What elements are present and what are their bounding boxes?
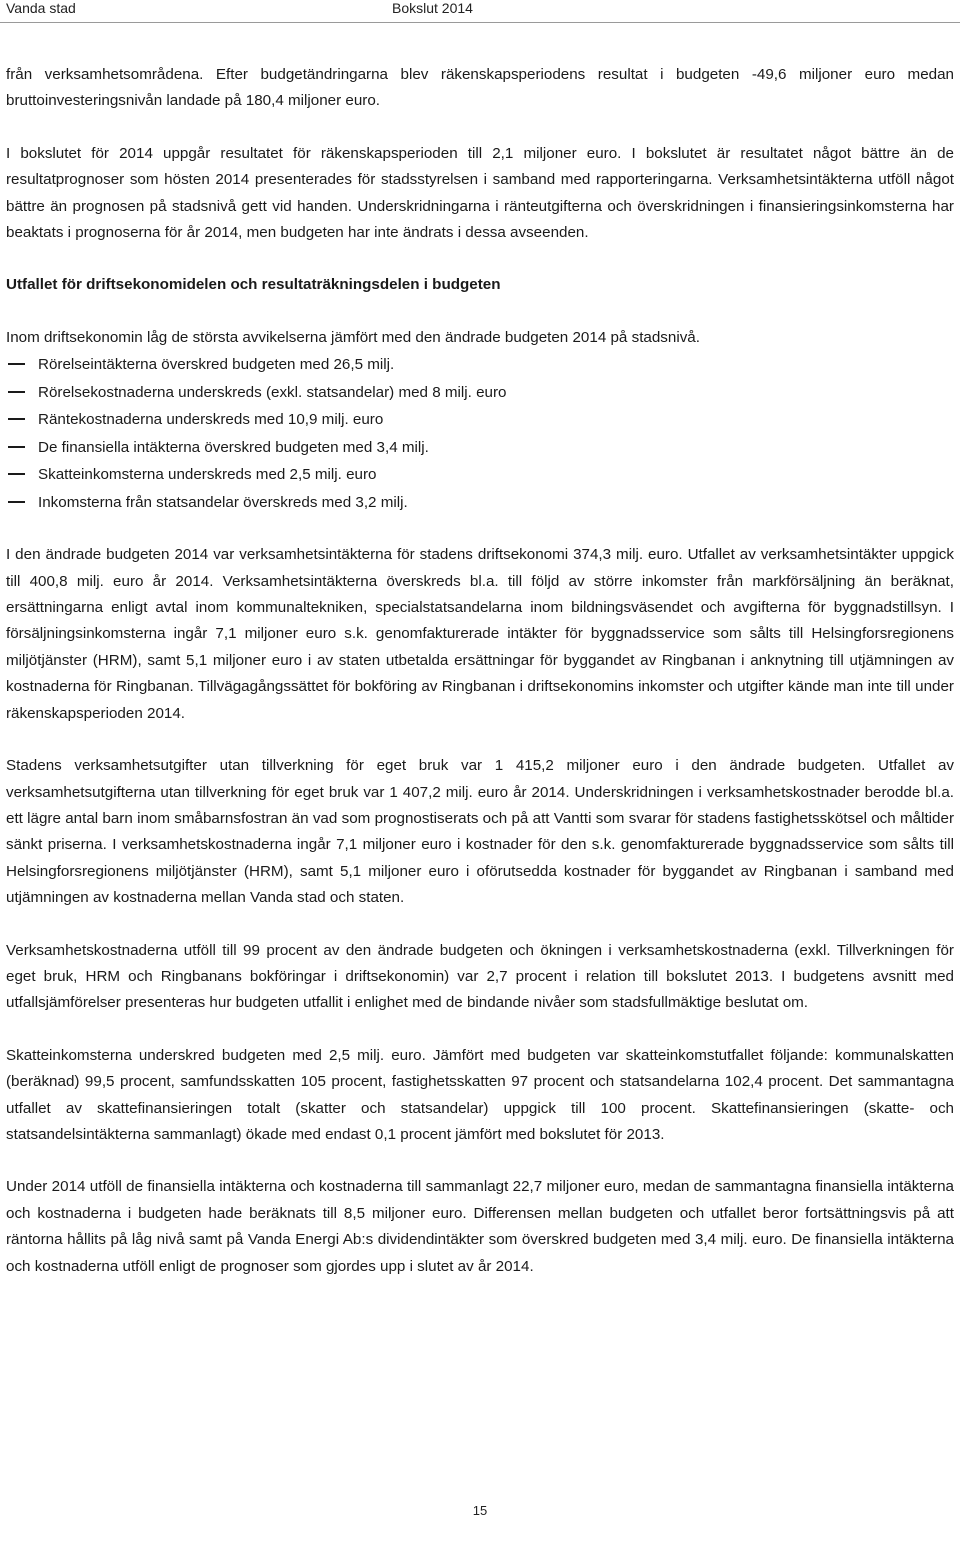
list-item: Rörelseintäkterna överskred budgeten med 26,5 milj. [6, 351, 954, 379]
dash-bullet-icon [8, 473, 25, 475]
dash-bullet-icon [8, 391, 25, 393]
section-heading: Utfallet för driftsekonomidelen och resultaträkningsdelen i budgeten [6, 276, 501, 294]
list-item: Skatteinkomsterna underskreds med 2,5 milj. euro [6, 461, 954, 489]
dash-bullet-icon [8, 501, 25, 503]
dash-bullet-icon [8, 363, 25, 365]
paragraph-5: Verksamhetskostnaderna utföll till 99 procent av den ändrade budgeten och ökningen i verksamhetskostnaderna (exkl. Tillverkningen för eget bruk, HRM och Ringbanans bokföringar i driftsekonomin) var 2,7 procent i relation till bokslutet 2013. I budgetens avsnitt med utfallsjämförelser presenteras hur budgeten utfallit i enlighet med de bindande nivåer som stadsfullmäktige beslutat om. [6, 941, 954, 1012]
page-number: 15 [472, 1503, 488, 1518]
page-header [0, 0, 960, 23]
list-item: Räntekostnaderna underskreds med 10,9 milj. euro [6, 406, 954, 434]
list-item: Inkomsterna från statsandelar överskreds med 3,2 milj. [6, 489, 954, 517]
paragraph-1: från verksamhetsområdena. Efter budgetändringarna blev räkenskapsperiodens resultat i budgeten -49,6 miljoner euro medan bruttoinvesteringsnivån landade på 180,4 miljoner euro. [6, 66, 954, 110]
list-item: Rörelsekostnaderna underskreds (exkl. statsandelar) med 8 milj. euro [6, 379, 954, 407]
dash-bullet-icon [8, 446, 25, 448]
bullet-intro: Inom driftsekonomin låg de största avvikelserna jämfört med den ändrade budgeten 2014 på stadsnivå. [6, 328, 700, 346]
paragraph-2: I bokslutet för 2014 uppgår resultatet för räkenskapsperioden till 2,1 miljoner euro. I bokslutet är resultatet något bättre än de resultatprognoser som hösten 2014 presenterades för stadsstyrelsen i samband med rapporteringarna. Verksamhetsintäkterna utföll något bättre än prognosen på stadsnivå gett vid handen. Underskridningarna i ränteutgifterna och överskridningen i finansieringsinkomsterna har beaktats i prognoserna för år 2014, men budgeten har inte ändrats i dessa avseenden. [6, 144, 954, 242]
paragraph-4: Stadens verksamhetsutgifter utan tillverkning för eget bruk var 1 415,2 miljoner euro i den ändrade budgeten. Utfallet av verksamhetsutgifterna utan tillverkning för eget bruk var 1 407,2 milj. euro år 2014. Underskridningen i verksamhetskostnader berodde bl.a. ett lägre antal barn inom småbarnsfostran än vad som prognostiserats och på att Vantti som svarar för stadens fastighetsskötsel och måltider sänkt priserna. I verksamhetskostnaderna ingår 7,1 miljoner euro i kostnader för den s.k. genomfakturerade byggnadsservice som sålts till Helsingforsregionens miljötjänster (HRM), samt 5,1 miljoner euro i oförutsedda kostnader för byggandet av Ringbanan i samband med utjämningen av kostnaderna mellan Vanda stad och staten. [6, 757, 954, 907]
header-document-title: Bokslut 2014 [392, 0, 473, 16]
paragraph-3: I den ändrade budgeten 2014 var verksamhetsintäkterna för stadens driftsekonomi 374,3 milj. euro. Utfallet av verksamhetsintäkter uppgick till 400,8 milj. euro år 2014. Verksamhetsintäkterna överskreds bl.a. till följd av större inkomster från markförsäljning än beräknat, ersättningarna enligt avtal inom kommunaltekniken, specialstatsandelarna inom bildningsväsendet och avgifterna för byggnadstillsyn. I försäljningsinkomsterna ingår 7,1 miljoner euro s.k. genomfakturerade intäkter för byggnadsservice som sålts till Helsingforsregionens miljötjänster (HRM), samt 5,1 miljoner euro i av staten utbetalda ersättningar för byggandet av Ringbanan i anknytning till utjämningen av kostnaderna för Ringbanan. Tillvägagångssättet för bokföring av Ringbanan i driftsekonomins inkomster och utgifter kände man inte till under räkenskapsperioden 2014. [6, 546, 954, 722]
paragraph-6: Skatteinkomsterna underskred budgeten med 2,5 milj. euro. Jämfört med budgeten var skatteinkomstutfallet följande: kommunalskatten (beräknad) 99,5 procent, samfundsskatten 105 procent, fastighetsskatten 97 procent och statsandelarna 102,4 procent. Det sammantagna utfallet av skattefinansieringen totalt (skatter och statsandelar) uppgick till 100 procent. Skattefinansieringen (skatte- och statsandelsintäkterna sammanlagt) ökade med endast 0,1 procent jämfört med bokslutet för 2013. [6, 1046, 954, 1143]
paragraph-7: Under 2014 utföll de finansiella intäkterna och kostnaderna till sammanlagt 22,7 miljoner euro, medan de sammantagna finansiella intäkterna och kostnaderna i budgeten hade beräknats till 8,5 miljoner euro. Differensen mellan budgeten och utfallet beror fortsättningsvis på att räntorna hållits på låg nivå samt på Vanda Energi Ab:s dividendintäkter som överskred budgeten med 3,4 milj. euro. De finansiella intäkterna och kostnaderna utföll enligt de prognoser som gjordes upp i slutet av år 2014. [6, 1178, 954, 1275]
list-item: De finansiella intäkterna överskred budgeten med 3,4 milj. [6, 434, 954, 462]
deviation-list [6, 351, 954, 516]
document-body [6, 62, 954, 1280]
header-org-name: Vanda stad [6, 0, 76, 16]
dash-bullet-icon [8, 418, 25, 420]
